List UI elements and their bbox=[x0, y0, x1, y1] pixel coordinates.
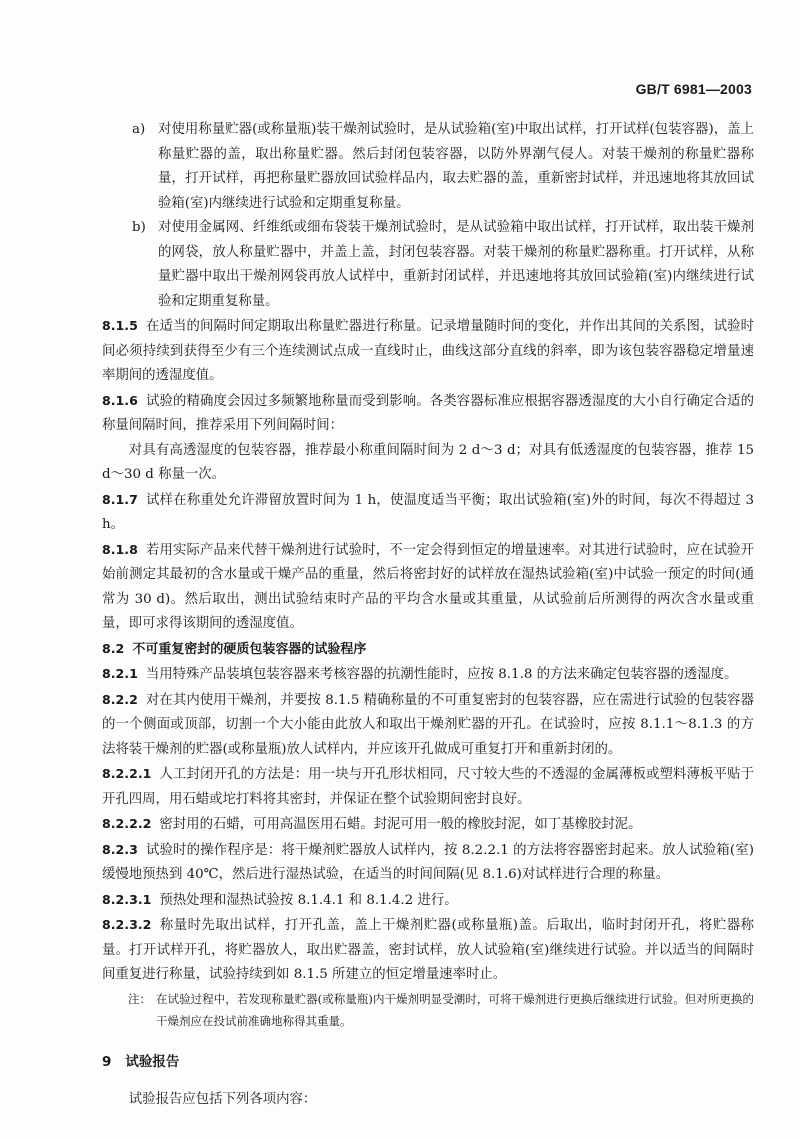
clause-number: 8.2.3.1 bbox=[102, 891, 152, 907]
section-9-heading bbox=[102, 1050, 754, 1074]
clause-8-2-3-2 bbox=[102, 913, 754, 988]
clause-number: 8.2.2.2 bbox=[102, 816, 152, 831]
clause-number: 8.1.8 bbox=[102, 541, 138, 557]
clause-8-2-3 bbox=[102, 838, 754, 888]
clause-text: 预热处理和湿热试验按 8.1.4.1 和 8.1.4.2 进行。 bbox=[159, 892, 458, 908]
note-label: 注： bbox=[128, 991, 151, 1006]
clause-number: 8.1.7 bbox=[102, 491, 138, 507]
clause-number: 8.2 bbox=[102, 640, 125, 656]
note-text: 在试验过程中，若发现称量贮器(或称量瓶)内干燥剂明显受潮时，可将干燥剂进行更换后继续进行试验。但对所更换的干燥剂应在投试前准确地称得其重量。 bbox=[156, 991, 754, 1028]
standard-code: GB/T 6981—2003 bbox=[635, 81, 752, 97]
clause-8-2-2 bbox=[102, 688, 754, 763]
section-title: 试验报告 bbox=[125, 1053, 180, 1070]
clause-text: 密封用的石蜡，可用高温医用石蜡。封泥可用一般的橡胶封泥，如丁基橡胶封泥。 bbox=[159, 817, 642, 832]
section-number: 9 bbox=[102, 1053, 112, 1070]
list-item-marker: a) bbox=[132, 122, 146, 137]
clause-8-1-8 bbox=[102, 538, 754, 637]
list-item-a bbox=[102, 118, 754, 216]
list-item-text: 对使用称量贮器(或称量瓶)装干燥剂试验时，是从试验箱(室)中取出试样，打开试样(包装容器)，盖上称量贮器的盖，取出称量贮器。然后封闭包装容器，以防外界潮气侵人。对装干燥剂的称量贮器称量，打开试样，再把称量贮器放回试验样品内，取去贮器的盖，重新密封试样，并迅速地将其放回试验箱(室)内继续进行试验和定期重复称量。 bbox=[158, 122, 754, 211]
clause-8-2-2-1 bbox=[102, 762, 754, 812]
section-9-intro: 试验报告应包括下列各项内容： bbox=[128, 1091, 317, 1107]
clause-text: 对在其内使用干燥剂，并要按 8.1.5 精确称量的不可重复密封的包装容器，应在需进行试验的包装容器的一个侧面或顶部，切割一个大小能由此放人和取出干燥剂贮器的开孔。在试验时，应按 8.1.1～8.1.3 的方法将装干燥剂的贮器(或称量瓶)放人试样内，并应该开孔做成可重复打开和重新封闭的。 bbox=[102, 692, 754, 757]
clause-number: 8.1.6 bbox=[102, 392, 138, 408]
clause-8-1-5 bbox=[102, 314, 754, 389]
document-body bbox=[102, 118, 754, 1112]
clause-number: 8.2.1 bbox=[102, 666, 138, 681]
clause-text: 若用实际产品来代替干燥剂进行试验时，不一定会得到恒定的增量速率。对其进行试验时，应在试验开始前测定其最初的含水量或干燥产品的重量，然后将密封好的试样放在湿热试验箱(室)中试验一预定的时间(通常为 30 d)。然后取出，测出试验结束时产品的平均含水量或其重量，从试验前后所测得的两次含水量或重量，即可求得该期间的透湿度值。 bbox=[102, 542, 754, 631]
clause-title: 不可重复密封的硬质包装容器的试验程序 bbox=[132, 641, 367, 657]
clause-number: 8.1.5 bbox=[102, 318, 138, 333]
clause-8-1-6-detail: 对具有高透湿度的包装容器，推荐最小称重间隔时间为 2 d～3 d；对具有低透湿度的包装容器，推荐 15 d～30 d 称量一次。 bbox=[102, 442, 754, 482]
clause-text: 当用特殊产品装填包装容器来考核容器的抗潮性能时，应按 8.1.8 的方法来确定包装容器的透湿度。 bbox=[145, 667, 738, 682]
list-item-text: 对使用金属网、纤维纸或细布袋装干燥剂试验时，是从试验箱中取出试样，打开试样，取出装干燥剂的网袋，放人称量贮器中，并盖上盖，封闭包装容器。对装干燥剂的称量贮器称重。打开试样，从称量贮器中取出干燥剂网袋再放人试样中，重新封闭试样，并迅速地将其放回试验箱(室)内继续进行试验和定期重复称量。 bbox=[158, 220, 754, 309]
item-list bbox=[102, 118, 754, 314]
clause-text: 在适当的间隔时间定期取出称量贮器进行称量。记录增量随时间的变化，并作出其间的关系图，试验时间必须持续到获得至少有三个连续测试点成一直线时止，曲线这部分直线的斜率，即为该包装容器稳定增量速率期间的透湿度值。 bbox=[102, 319, 754, 383]
clause-number: 8.2.2 bbox=[102, 691, 138, 707]
clause-number: 8.2.3 bbox=[102, 841, 138, 857]
list-item-marker: b) bbox=[132, 220, 146, 235]
clause-text: 试验时的操作程序是：将干燥剂贮器放人试样内，按 8.2.2.1 的方法将容器密封起来。放人试验箱(室)缓慢地预热到 40℃，然后进行湿热试验，在适当的时间间隔(见 8.1.6)对试样进行合理的称量。 bbox=[102, 842, 754, 882]
note bbox=[102, 988, 754, 1032]
clause-text: 试验的精确度会因过多频繁地称量而受到影响。各类容器标准应根据容器透湿度的大小自行确定合适的称量间隔时间，推荐采用下列间隔时间： bbox=[102, 393, 754, 433]
clause-number: 8.2.2.1 bbox=[102, 766, 152, 781]
clause-text: 试样在称重处允许滞留放置时间为 1 h，使温度适当平衡；取出试验箱(室)外的时间，每次不得超过 3 h。 bbox=[102, 492, 754, 532]
clause-8-1-6 bbox=[102, 389, 754, 439]
clause-8-2-heading bbox=[102, 637, 754, 663]
clause-8-2-3-1 bbox=[102, 888, 754, 914]
clause-8-1-7 bbox=[102, 488, 754, 538]
clause-text: 称量时先取出试样，打开孔盖，盖上干燥剂贮器(或称量瓶)盖。后取出，临时封闭开孔，将贮器称量。打开试样开孔，将贮器放人，取出贮器盖，密封试样，放人试验箱(室)继续进行试验。并以适当的间隔时间重复进行称量，试验持续到如 8.1.5 所建立的恒定增量速率时止。 bbox=[102, 918, 754, 982]
clause-number: 8.2.3.2 bbox=[102, 917, 152, 932]
clause-8-2-2-2 bbox=[102, 812, 754, 838]
list-item-b bbox=[102, 216, 754, 314]
clause-8-2-1 bbox=[102, 662, 754, 688]
clause-text: 人工封闭开孔的方法是：用一块与开孔形状相同，尺寸较大些的不透湿的金属薄板或塑料薄板平贴于开孔四周，用石蜡或坨打料将其密封，并保证在整个试验期间密封良好。 bbox=[102, 767, 754, 807]
